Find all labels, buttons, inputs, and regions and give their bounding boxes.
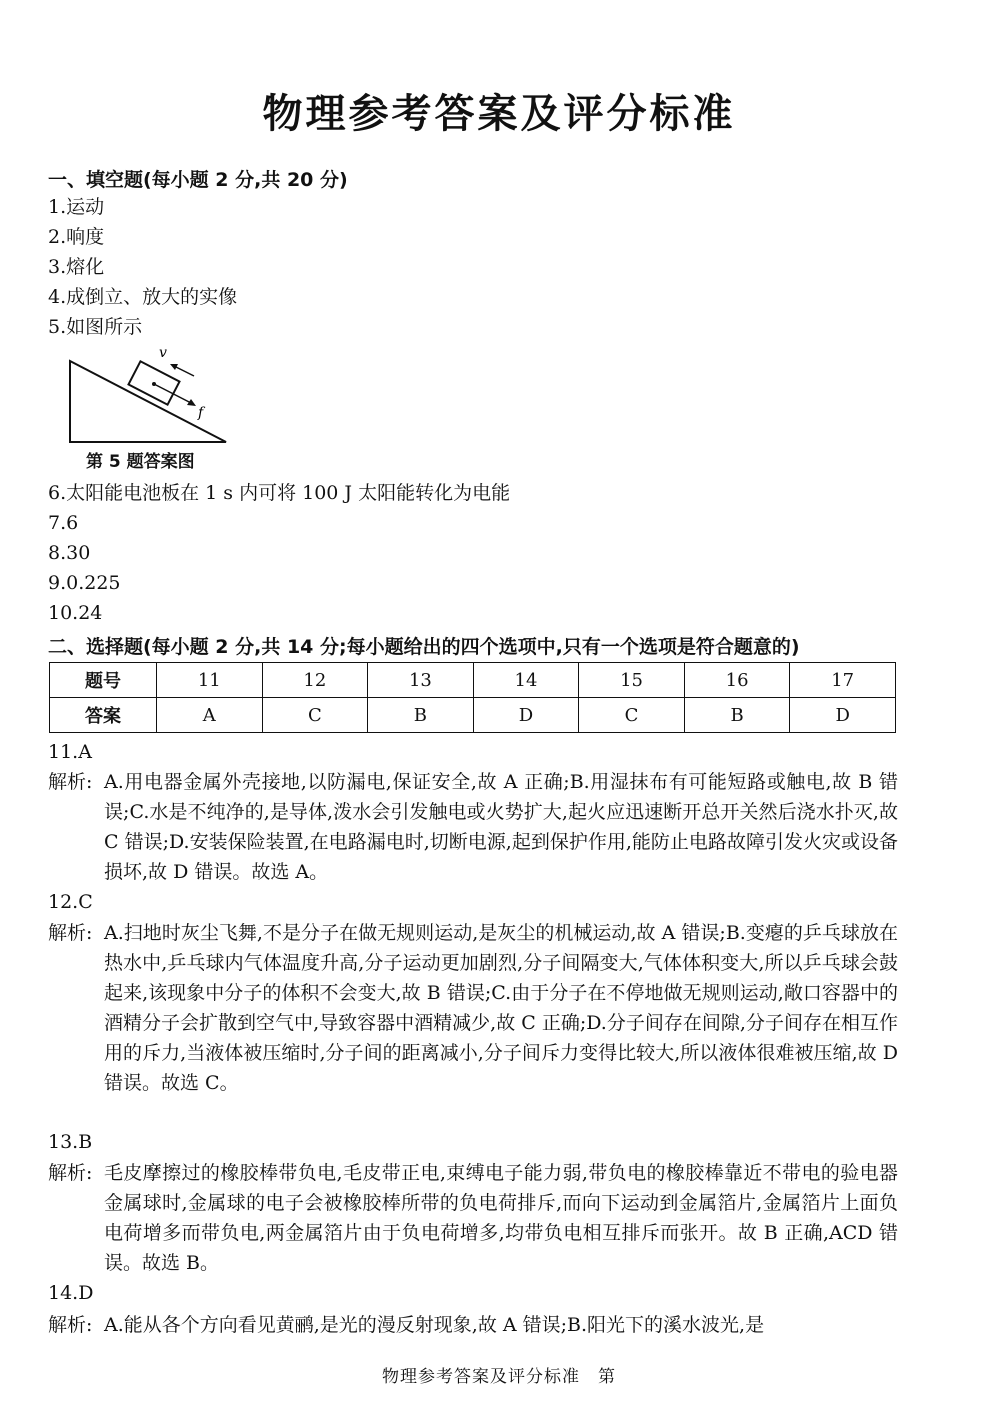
table-cell: A [157, 698, 263, 733]
table-row-answers [50, 698, 896, 733]
analysis-label: 解析: [48, 922, 93, 944]
table-cell: D [790, 698, 896, 733]
friction-label: f [198, 405, 204, 421]
table-cell: D [473, 698, 579, 733]
table-cell: C [262, 698, 368, 733]
analysis-13 [48, 1158, 898, 1278]
table-cell: C [579, 698, 685, 733]
table-cell: 11 [157, 663, 263, 698]
table-row-numbers [50, 663, 896, 698]
answer-7: 7.6 [48, 512, 79, 534]
incline-figure [62, 343, 237, 448]
analysis-label: 解析: [48, 1314, 93, 1336]
section1-heading: 一、填空题(每小题 2 分,共 20 分) [48, 169, 348, 191]
analysis-text: A.扫地时灰尘飞舞,不是分子在做无规则运动,是灰尘的机械运动,故 A 错误;B.变瘪的乒乓球放在热水中,乒乓球内气体温度升高,分子运动更加剧烈,分子间隔变大,气体体积变大,所以乒乓球会鼓起来,该现象中分子的体积不会变大,故 B 错误;C.由于分子在不停地做无规则运动,敞口容器中的酒精分子会扩散到空气中,导致容器中酒精减少,故 C 正确;D.分子间存在间隙,分子间存在相互作用的斥力,当液体被压缩时,分子间的距离减小,分子间斥力变得比较大,所以液体很难被压缩,故 D 错误。故选 C。 [104, 922, 898, 1094]
table-cell: 16 [684, 663, 790, 698]
analysis-label: 解析: [48, 771, 93, 793]
question-12-answer: 12.C [48, 891, 93, 913]
answer-8: 8.30 [48, 542, 91, 564]
answer-9: 9.0.225 [48, 572, 121, 594]
answer-10: 10.24 [48, 602, 103, 624]
question-13-answer: 13.B [48, 1131, 93, 1153]
answer-2: 2.响度 [48, 226, 105, 248]
answer-4: 4.成倒立、放大的实像 [48, 286, 238, 308]
answer-5: 5.如图所示 [48, 316, 143, 338]
analysis-text: A.用电器金属外壳接地,以防漏电,保证安全,故 A 正确;B.用湿抹布有可能短路或触电,故 B 错误;C.水是不纯净的,是导体,泼水会引发触电或火势扩大,起火应迅速断开总开关然后浇水扑灭,故 C 错误;D.安装保险装置,在电路漏电时,切断电源,起到保护作用,能防止电路故障引发火灾或设备损坏,故 D 错误。故选 A。 [104, 771, 898, 883]
analysis-text: A.能从各个方向看见黄鹂,是光的漫反射现象,故 A 错误;B.阳光下的溪水波光,是 [104, 1314, 765, 1336]
analysis-text: 毛皮摩擦过的橡胶棒带负电,毛皮带正电,束缚电子能力弱,带负电的橡胶棒靠近不带电的验电器金属球时,金属球的电子会被橡胶棒所带的负电荷排斥,而向下运动到金属箔片,金属箔片上面负电荷增多而带负电,两金属箔片由于负电荷增多,均带负电相互排斥而张开。故 B 正确,ACD 错误。故选 B。 [104, 1162, 898, 1274]
table-cell: 14 [473, 663, 579, 698]
table-cell: 15 [579, 663, 685, 698]
table-cell: 17 [790, 663, 896, 698]
answer-table [49, 662, 896, 733]
analysis-14 [48, 1310, 898, 1340]
table-cell: 12 [262, 663, 368, 698]
friction-arrowhead [187, 399, 196, 406]
page-footer: 物理参考答案及评分标准 第 [382, 1367, 616, 1387]
table-cell: B [368, 698, 474, 733]
table-cell: B [684, 698, 790, 733]
table-cell: 13 [368, 663, 474, 698]
answer-1: 1.运动 [48, 196, 105, 218]
analysis-11 [48, 767, 898, 887]
question-11-answer: 11.A [48, 741, 92, 763]
table-header-answer: 答案 [50, 698, 157, 733]
velocity-label: v [159, 345, 167, 361]
answer-3: 3.熔化 [48, 256, 105, 278]
section2-heading: 二、选择题(每小题 2 分,共 14 分;每小题给出的四个选项中,只有一个选项是符合题意的) [48, 636, 800, 658]
figure-caption: 第 5 题答案图 [86, 452, 195, 472]
analysis-label: 解析: [48, 1162, 93, 1184]
answer-6: 6.太阳能电池板在 1 s 内可将 100 J 太阳能转化为电能 [48, 482, 511, 504]
analysis-12 [48, 918, 898, 1098]
page-title: 物理参考答案及评分标准 [262, 91, 736, 137]
question-14-answer: 14.D [48, 1282, 94, 1304]
table-header-number: 题号 [50, 663, 157, 698]
